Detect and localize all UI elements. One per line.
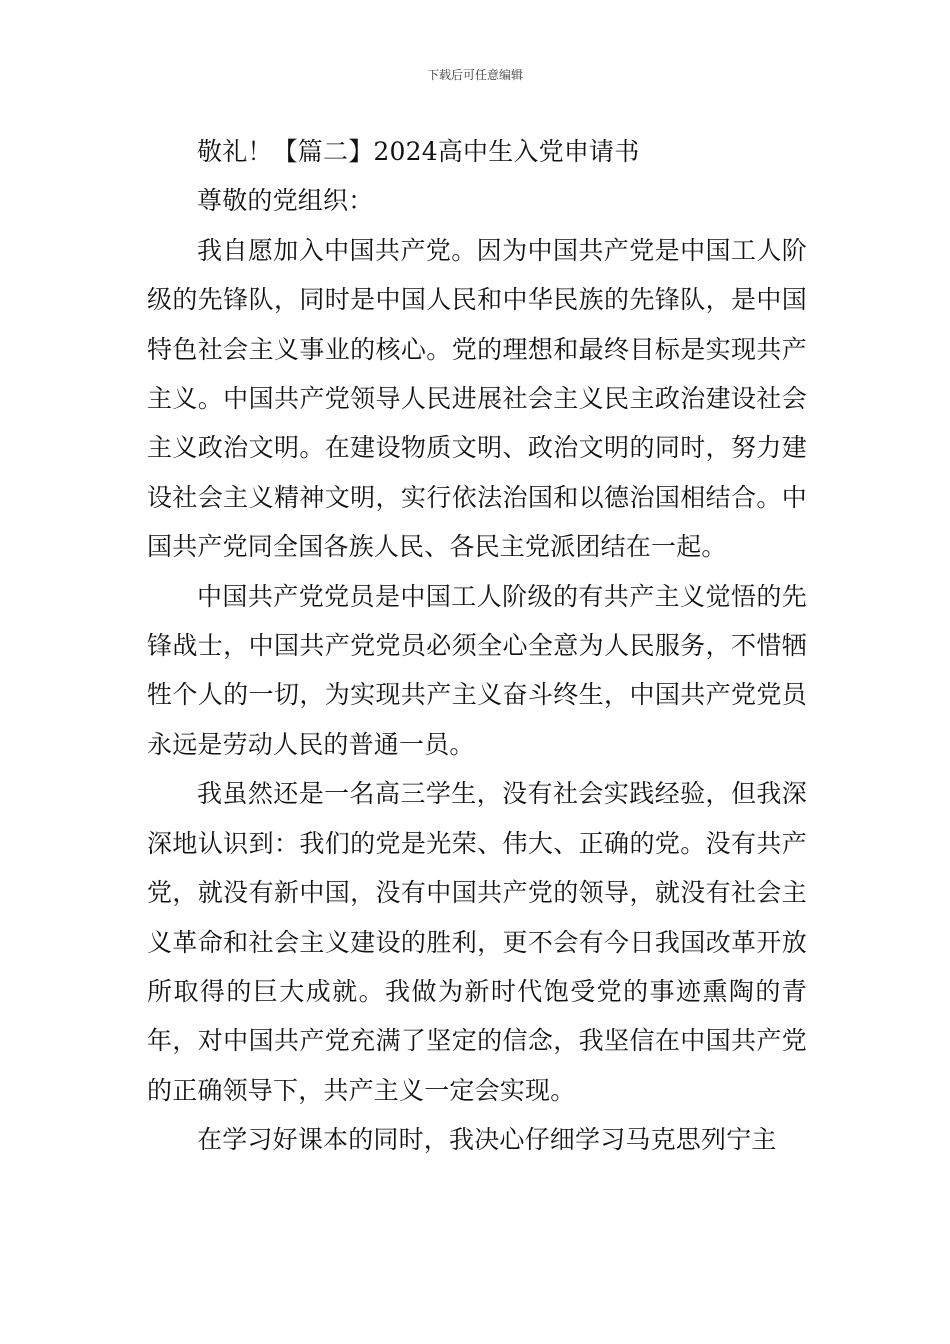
paragraph-4: 在学习好课本的同时，我决心仔细学习马克思列宁主 xyxy=(197,1125,777,1155)
document-body xyxy=(147,127,807,1165)
greeting: 尊敬的党组织： xyxy=(197,186,374,216)
page-header: 下载后可任意编辑 xyxy=(426,68,523,82)
paragraph-1: 我自愿加入中国共产党。因为中国共产党是中国工人阶级的先锋队，同时是中国人民和中华民族的先锋队，是中国特色社会主义事业的核心。党的理想和最终目标是实现共产主义。中国共产党领导人民进展社会主义民主政治建设社会主义政治文明。在建设物质文明、政治文明的同时，努力建设社会主义精神文明，实行依法治国和以德治国相结合。中国共产党同全国各族人民、各民主党派团结在一起。 xyxy=(147,235,807,562)
paragraph-2: 中国共产党党员是中国工人阶级的有共产主义觉悟的先锋战士，中国共产党党员必须全心全意为人民服务，不惜牺牲个人的一切，为实现共产主义奋斗终生，中国共产党党员永远是劳动人民的普通一员。 xyxy=(147,581,807,759)
salutation-and-title: 敬礼！【篇二】2024高中生入党申请书 xyxy=(197,137,640,166)
paragraph-3: 我虽然还是一名高三学生，没有社会实践经验，但我深深地认识到：我们的党是光荣、伟大、正确的党。没有共产党，就没有新中国，没有中国共产党的领导，就没有社会主义革命和社会主义建设的胜利，更不会有今日我国改革开放所取得的巨大成就。我做为新时代饱受党的事迹熏陶的青年，对中国共产党充满了坚定的信念，我坚信在中国共产党的正确领导下，共产主义一定会实现。 xyxy=(147,779,807,1105)
